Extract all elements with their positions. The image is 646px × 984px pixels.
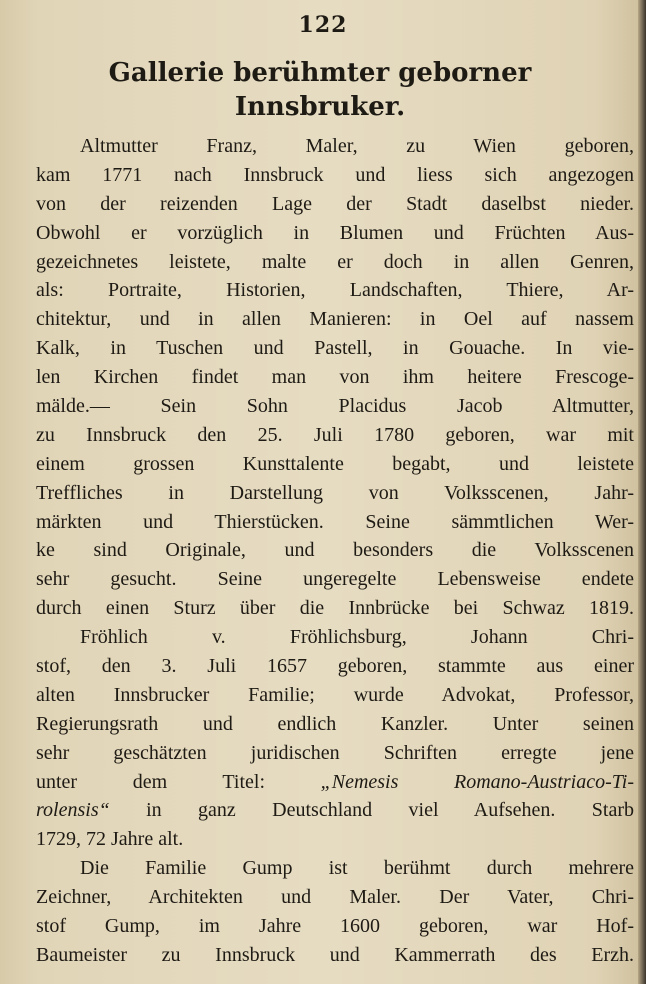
- text-line: ke sind Originale, und besonders die Volksscenen: [36, 539, 634, 562]
- text-line: Die Familie Gump ist berühmt durch mehrere: [80, 857, 634, 880]
- text-line: Zeichner, Architekten und Maler. Der Vater, Chri-: [36, 886, 634, 909]
- text-line: zu Innsbruck den 25. Juli 1780 geboren, war mit: [36, 423, 634, 446]
- body-text: [36, 132, 634, 970]
- text-line: alten Innsbrucker Familie; wurde Advokat, Professor,: [36, 683, 634, 706]
- text-line-with-italic-title: [36, 768, 634, 797]
- text-segment: in ganz Deutschland viel Aufsehen. Starb: [146, 799, 634, 822]
- text-line: len Kirchen findet man von ihm heitere Frescoge-: [36, 366, 634, 389]
- text-line: chitektur, und in allen Manieren: in Oel auf nassem: [36, 308, 634, 331]
- text-line: 1729, 72 Jahre alt.: [36, 828, 184, 851]
- chapter-title: [20, 56, 620, 124]
- chapter-title-line-1: Gallerie berühmter geborner: [108, 58, 532, 88]
- text-line: Kalk, in Tuschen und Pastell, in Gouache. In vie-: [36, 337, 634, 360]
- text-line: märkten und Thierstücken. Seine sämmtlichen Wer-: [36, 510, 634, 533]
- page-number: 122: [298, 12, 348, 38]
- italic-work-title: rolensis“: [36, 799, 110, 822]
- text-line: sehr gesucht. Seine ungeregelte Lebensweise endete: [36, 568, 634, 591]
- text-line: kam 1771 nach Innsbruck und liess sich angezogen: [36, 163, 634, 186]
- text-line: Baumeister zu Innsbruck und Kammerrath des Erzh.: [36, 943, 634, 966]
- text-line: gezeichnetes leistete, malte er doch in allen Genren,: [36, 250, 634, 273]
- page-gutter-shadow: [638, 0, 646, 984]
- text-line: Obwohl er vorzüglich in Blumen und Früchten Aus-: [36, 221, 634, 244]
- text-line-with-italic-title: [36, 796, 634, 825]
- text-line: mälde.— Sein Sohn Placidus Jacob Altmutter,: [36, 395, 634, 418]
- text-segment: unter dem Titel:: [36, 770, 265, 793]
- text-line: einem grossen Kunsttalente begabt, und leistete: [36, 452, 634, 475]
- text-line: Treffliches in Darstellung von Volksscenen, Jahr-: [36, 481, 634, 504]
- text-line: Fröhlich v. Fröhlichsburg, Johann Chri-: [80, 626, 634, 649]
- text-line: durch einen Sturz über die Innbrücke bei Schwaz 1819.: [36, 597, 634, 620]
- text-line: Altmutter Franz, Maler, zu Wien geboren,: [80, 135, 634, 157]
- text-line: Regierungsrath und endlich Kanzler. Unter seinen: [36, 712, 634, 735]
- text-line: als: Portraite, Historien, Landschaften, Thiere, Ar-: [36, 279, 634, 302]
- chapter-title-line-2: Innsbruker.: [234, 92, 406, 122]
- text-line: von der reizenden Lage der Stadt daselbst nieder.: [36, 192, 634, 215]
- text-line: stof, den 3. Juli 1657 geboren, stammte aus einer: [36, 655, 634, 678]
- text-line: stof Gump, im Jahre 1600 geboren, war Hof-: [36, 915, 634, 938]
- text-line: sehr geschätzten juridischen Schriften erregte jene: [36, 741, 634, 764]
- italic-work-title: „Nemesis Romano-Austriaco-Ti-: [320, 770, 634, 793]
